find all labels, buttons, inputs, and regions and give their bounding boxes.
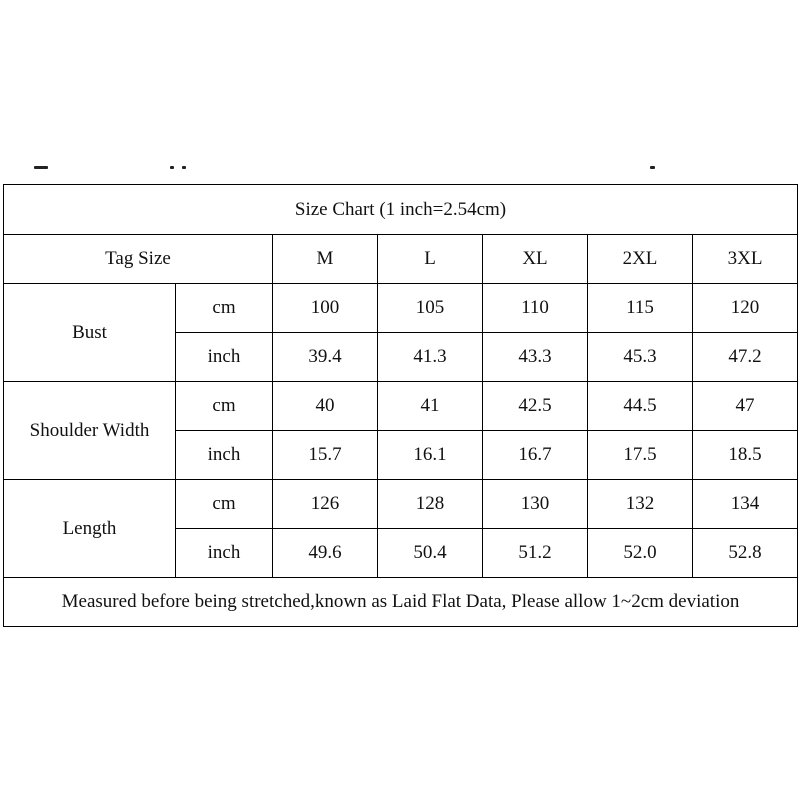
table-row (4, 382, 798, 431)
unit-inch: inch (176, 529, 273, 578)
value-cell: 40 (273, 382, 378, 431)
size-header-l: L (378, 235, 483, 284)
unit-cm: cm (176, 284, 273, 333)
value-cell: 47.2 (693, 333, 798, 382)
size-chart-title: Size Chart (1 inch=2.54cm) (4, 185, 798, 235)
value-cell: 44.5 (588, 382, 693, 431)
unit-cm: cm (176, 480, 273, 529)
value-cell: 41.3 (378, 333, 483, 382)
value-cell: 51.2 (483, 529, 588, 578)
value-cell: 50.4 (378, 529, 483, 578)
unit-inch: inch (176, 333, 273, 382)
size-header-m: M (273, 235, 378, 284)
value-cell: 52.8 (693, 529, 798, 578)
size-header-xl: XL (483, 235, 588, 284)
value-cell: 16.7 (483, 431, 588, 480)
row-label-bust: Bust (4, 284, 176, 382)
value-cell: 115 (588, 284, 693, 333)
value-cell: 18.5 (693, 431, 798, 480)
value-cell: 126 (273, 480, 378, 529)
value-cell: 134 (693, 480, 798, 529)
value-cell: 100 (273, 284, 378, 333)
value-cell: 105 (378, 284, 483, 333)
measurement-note: Measured before being stretched,known as Laid Flat Data, Please allow 1~2cm deviation (4, 578, 798, 627)
value-cell: 128 (378, 480, 483, 529)
value-cell: 15.7 (273, 431, 378, 480)
row-label-length: Length (4, 480, 176, 578)
value-cell: 41 (378, 382, 483, 431)
value-cell: 130 (483, 480, 588, 529)
value-cell: 43.3 (483, 333, 588, 382)
value-cell: 47 (693, 382, 798, 431)
title-row (4, 185, 798, 235)
unit-cm: cm (176, 382, 273, 431)
value-cell: 132 (588, 480, 693, 529)
value-cell: 110 (483, 284, 588, 333)
size-header-2xl: 2XL (588, 235, 693, 284)
table-row (4, 284, 798, 333)
tag-size-label: Tag Size (4, 235, 273, 284)
value-cell: 17.5 (588, 431, 693, 480)
cropped-text-fragment (30, 166, 730, 176)
unit-inch: inch (176, 431, 273, 480)
header-row (4, 235, 798, 284)
value-cell: 120 (693, 284, 798, 333)
value-cell: 42.5 (483, 382, 588, 431)
footer-row (4, 578, 798, 627)
size-chart-table (3, 184, 798, 627)
row-label-shoulder-width: Shoulder Width (4, 382, 176, 480)
value-cell: 45.3 (588, 333, 693, 382)
value-cell: 39.4 (273, 333, 378, 382)
value-cell: 16.1 (378, 431, 483, 480)
value-cell: 49.6 (273, 529, 378, 578)
value-cell: 52.0 (588, 529, 693, 578)
table-row (4, 480, 798, 529)
size-header-3xl: 3XL (693, 235, 798, 284)
